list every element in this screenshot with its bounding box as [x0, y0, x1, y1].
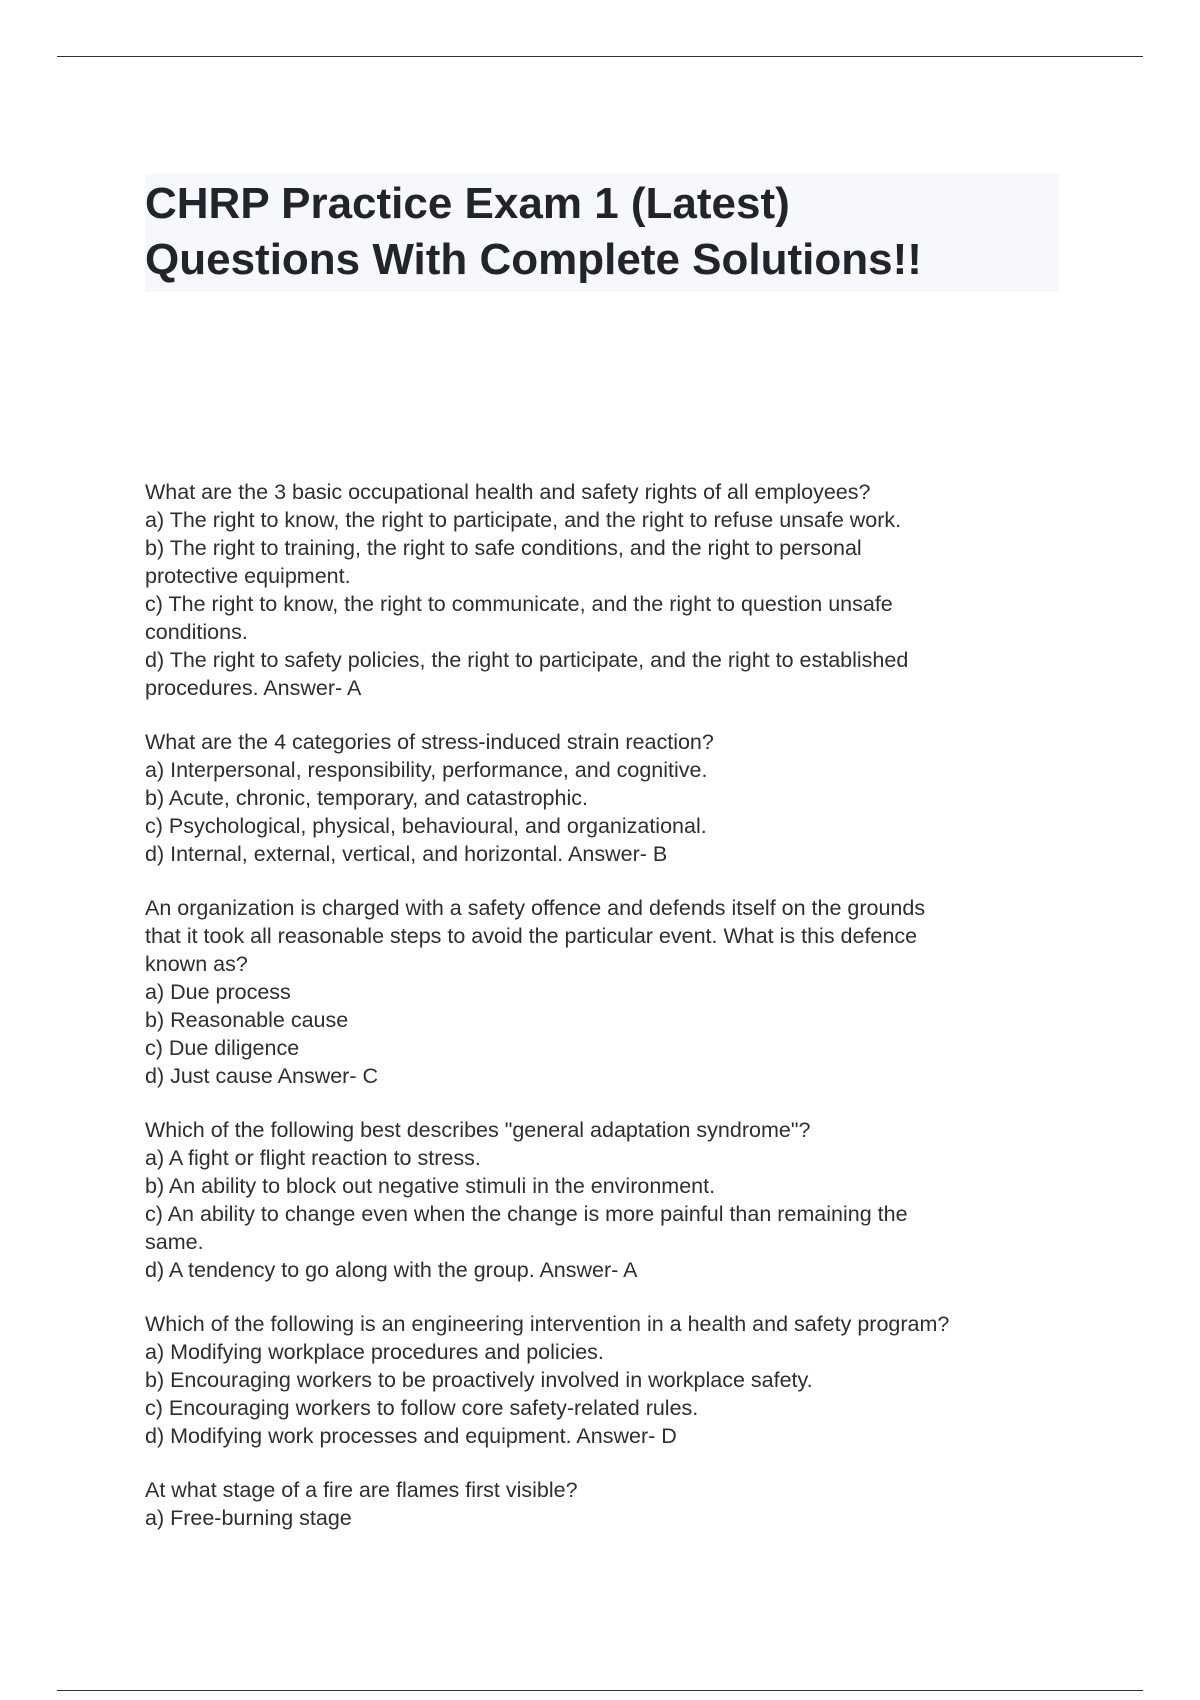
question-list — [145, 478, 1075, 1558]
answer-key: d) Internal, external, vertical, and horizontal. Answer- B — [145, 842, 668, 866]
answer-key: d) A tendency to go along with the group. Answer- A — [145, 1258, 638, 1282]
answer-option: c) Psychological, physical, behavioural, and organizational. — [145, 814, 707, 838]
question-block — [145, 728, 1075, 868]
question-text: Which of the following is an engineering intervention in a health and safety program? — [145, 1312, 950, 1336]
answer-option: a) The right to know, the right to participate, and the right to refuse unsafe work. — [145, 508, 902, 532]
answer-option: b) The right to training, the right to safe conditions, and the right to personal — [145, 536, 862, 560]
answer-option: a) Interpersonal, responsibility, performance, and cognitive. — [145, 758, 708, 782]
answer-option: d) The right to safety policies, the right to participate, and the right to established — [145, 648, 909, 672]
question-block — [145, 894, 1075, 1090]
question-text: What are the 4 categories of stress-induced strain reaction? — [145, 730, 714, 754]
answer-key: d) Just cause Answer- C — [145, 1064, 379, 1088]
answer-option: conditions. — [145, 620, 248, 644]
answer-option: c) Encouraging workers to follow core safety-related rules. — [145, 1396, 699, 1420]
question-text: that it took all reasonable steps to avoid the particular event. What is this defence — [145, 924, 918, 948]
answer-option: a) Modifying workplace procedures and policies. — [145, 1340, 604, 1364]
title-line: Questions With Complete Solutions!! — [145, 235, 922, 284]
answer-key: d) Modifying work processes and equipment. Answer- D — [145, 1424, 677, 1448]
question-text: At what stage of a fire are flames first visible? — [145, 1478, 578, 1502]
answer-option: same. — [145, 1230, 204, 1254]
top-rule — [57, 56, 1143, 57]
answer-option: a) Free-burning stage — [145, 1506, 352, 1530]
answer-option: b) An ability to block out negative stimuli in the environment. — [145, 1174, 716, 1198]
question-text: Which of the following best describes "general adaptation syndrome"? — [145, 1118, 811, 1142]
question-text: What are the 3 basic occupational health and safety rights of all employees? — [145, 480, 871, 504]
answer-option: b) Encouraging workers to be proactively involved in workplace safety. — [145, 1368, 813, 1392]
answer-option: b) Reasonable cause — [145, 1008, 349, 1032]
title-line: CHRP Practice Exam 1 (Latest) — [145, 179, 790, 228]
answer-option: a) Due process — [145, 980, 291, 1004]
answer-option: protective equipment. — [145, 564, 351, 588]
page-title — [145, 174, 1059, 292]
question-block — [145, 478, 1075, 702]
answer-option: c) Due diligence — [145, 1036, 300, 1060]
question-text: An organization is charged with a safety offence and defends itself on the grounds — [145, 896, 926, 920]
question-block — [145, 1476, 1075, 1532]
bottom-rule — [57, 1690, 1143, 1691]
answer-key: procedures. Answer- A — [145, 676, 362, 700]
question-block — [145, 1116, 1075, 1284]
answer-option: b) Acute, chronic, temporary, and catastrophic. — [145, 786, 588, 810]
answer-option: c) An ability to change even when the change is more painful than remaining the — [145, 1202, 908, 1226]
answer-option: a) A fight or flight reaction to stress. — [145, 1146, 481, 1170]
question-block — [145, 1310, 1075, 1450]
answer-option: c) The right to know, the right to communicate, and the right to question unsafe — [145, 592, 893, 616]
question-text: known as? — [145, 952, 248, 976]
